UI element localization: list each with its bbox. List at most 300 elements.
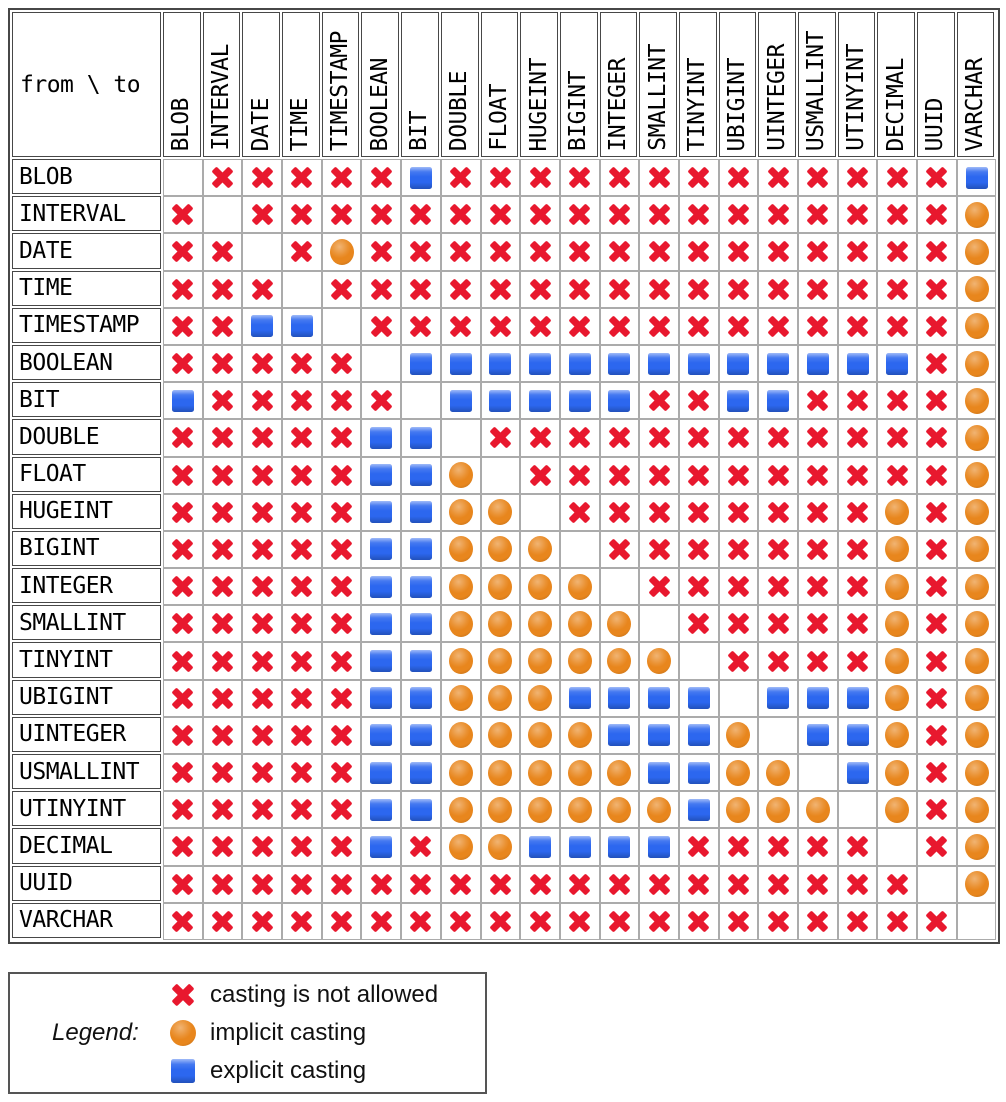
implicit-cast-icon	[885, 648, 909, 674]
cell-BIGINT-to-UBIGINT	[720, 532, 758, 567]
explicit-cast-icon	[569, 390, 591, 412]
not-allowed-icon	[170, 500, 195, 525]
legend-item-label: casting is not allowed	[210, 980, 439, 1008]
not-allowed-icon	[805, 277, 830, 302]
not-allowed-icon	[726, 463, 751, 488]
not-allowed-icon	[766, 239, 791, 264]
cell-VARCHAR-to-UTINYINT	[839, 904, 877, 939]
not-allowed-icon	[369, 277, 394, 302]
not-allowed-icon	[210, 165, 235, 190]
cell-TIME-to-BLOB	[164, 272, 202, 307]
cell-BIGINT-to-INTEGER	[601, 532, 639, 567]
not-allowed-icon	[726, 277, 751, 302]
not-allowed-icon	[170, 611, 195, 636]
cell-UTINYINT-to-UINTEGER	[759, 792, 797, 827]
cell-BLOB-to-SMALLINT	[640, 160, 678, 195]
explicit-cast-icon	[886, 353, 908, 375]
not-allowed-icon	[686, 463, 711, 488]
cell-DECIMAL-to-BIGINT	[561, 829, 599, 864]
implicit-cast-icon	[488, 722, 512, 748]
column-headers	[163, 12, 996, 157]
not-allowed-icon	[250, 760, 275, 785]
cell-INTEGER-to-TIME	[283, 569, 321, 604]
cell-INTERVAL-to-UTINYINT	[839, 197, 877, 232]
cell-UUID-to-TINYINT	[680, 867, 718, 902]
column-header-VARCHAR: VARCHAR	[957, 12, 995, 157]
cell-BIGINT-to-DOUBLE	[442, 532, 480, 567]
cell-UINTEGER-to-HUGEINT	[521, 718, 559, 753]
not-allowed-icon	[170, 909, 195, 934]
cell-SMALLINT-to-UINTEGER	[759, 606, 797, 641]
not-allowed-icon	[647, 165, 672, 190]
cell-SMALLINT-to-BIT	[402, 606, 440, 641]
cell-DOUBLE-to-VARCHAR	[958, 420, 996, 455]
cell-TIMESTAMP-to-DECIMAL	[878, 309, 916, 344]
cell-SMALLINT-to-DATE	[243, 606, 281, 641]
not-allowed-icon	[170, 686, 195, 711]
cell-DECIMAL-to-TINYINT	[680, 829, 718, 864]
implicit-cast-icon	[528, 536, 552, 562]
cell-INTERVAL-to-DECIMAL	[878, 197, 916, 232]
not-allowed-icon	[210, 277, 235, 302]
not-allowed-icon	[488, 314, 513, 339]
not-allowed-icon	[289, 537, 314, 562]
row-header-INTERVAL: INTERVAL	[12, 196, 161, 231]
cell-TIMESTAMP-to-UBIGINT	[720, 309, 758, 344]
cell-VARCHAR-to-VARCHAR	[958, 904, 996, 939]
not-allowed-icon	[686, 277, 711, 302]
cell-DECIMAL-to-USMALLINT	[799, 829, 837, 864]
not-allowed-icon	[210, 797, 235, 822]
cell-DATE-to-DOUBLE	[442, 234, 480, 269]
cell-TINYINT-to-BLOB	[164, 643, 202, 678]
column-header-UBIGINT: UBIGINT	[719, 12, 757, 157]
not-allowed-icon	[289, 463, 314, 488]
not-allowed-icon	[726, 239, 751, 264]
cell-BOOLEAN-to-UINTEGER	[759, 346, 797, 381]
not-allowed-icon	[210, 611, 235, 636]
not-allowed-icon	[686, 611, 711, 636]
cell-UINTEGER-to-TIMESTAMP	[323, 718, 361, 753]
not-allowed-icon	[329, 611, 354, 636]
cell-FLOAT-to-BLOB	[164, 458, 202, 493]
row-header-USMALLINT: USMALLINT	[12, 754, 161, 789]
not-allowed-icon	[289, 723, 314, 748]
not-allowed-icon	[924, 239, 949, 264]
implicit-cast-icon	[528, 760, 552, 786]
cell-USMALLINT-to-DOUBLE	[442, 755, 480, 790]
cell-UTINYINT-to-TIME	[283, 792, 321, 827]
not-allowed-icon	[329, 202, 354, 227]
not-allowed-icon	[647, 872, 672, 897]
cell-FLOAT-to-INTEGER	[601, 458, 639, 493]
explicit-cast-icon	[370, 538, 392, 560]
not-allowed-icon	[805, 537, 830, 562]
cell-BLOB-to-TINYINT	[680, 160, 718, 195]
not-allowed-icon	[250, 834, 275, 859]
cell-INTEGER-to-INTERVAL	[204, 569, 242, 604]
not-allowed-icon	[329, 797, 354, 822]
not-allowed-icon	[250, 388, 275, 413]
cell-TIME-to-BIT	[402, 272, 440, 307]
cell-TIMESTAMP-to-DOUBLE	[442, 309, 480, 344]
implicit-cast-icon	[568, 722, 592, 748]
not-allowed-icon	[647, 500, 672, 525]
cell-UINTEGER-to-INTERVAL	[204, 718, 242, 753]
cell-VARCHAR-to-BOOLEAN	[362, 904, 400, 939]
column-header-TINYINT: TINYINT	[679, 12, 717, 157]
explicit-cast-icon	[370, 687, 392, 709]
cell-DATE-to-FLOAT	[482, 234, 520, 269]
column-header-USMALLINT: USMALLINT	[798, 12, 836, 157]
not-allowed-icon	[210, 239, 235, 264]
not-allowed-icon	[170, 351, 195, 376]
cell-TINYINT-to-TINYINT	[680, 643, 718, 678]
cell-DOUBLE-to-FLOAT	[482, 420, 520, 455]
not-allowed-icon	[250, 611, 275, 636]
column-header-BIT: BIT	[401, 12, 439, 157]
not-allowed-icon	[805, 872, 830, 897]
cell-INTERVAL-to-UBIGINT	[720, 197, 758, 232]
cell-TIME-to-INTERVAL	[204, 272, 242, 307]
not-allowed-icon	[369, 165, 394, 190]
cell-UTINYINT-to-USMALLINT	[799, 792, 837, 827]
cell-BIT-to-TIMESTAMP	[323, 383, 361, 418]
not-allowed-icon	[885, 165, 910, 190]
cell-USMALLINT-to-INTEGER	[601, 755, 639, 790]
explicit-cast-icon	[648, 762, 670, 784]
cell-HUGEINT-to-TIMESTAMP	[323, 495, 361, 530]
not-allowed-icon	[250, 723, 275, 748]
implicit-cast-icon	[449, 536, 473, 562]
cell-TIME-to-FLOAT	[482, 272, 520, 307]
cell-BOOLEAN-to-DOUBLE	[442, 346, 480, 381]
not-allowed-icon	[924, 649, 949, 674]
explicit-cast-icon	[847, 687, 869, 709]
cell-USMALLINT-to-TIME	[283, 755, 321, 790]
not-allowed-icon	[924, 388, 949, 413]
not-allowed-icon	[924, 314, 949, 339]
not-allowed-icon	[250, 686, 275, 711]
cell-SMALLINT-to-TIME	[283, 606, 321, 641]
cell-TINYINT-to-DECIMAL	[878, 643, 916, 678]
explicit-cast-icon	[489, 353, 511, 375]
cell-UBIGINT-to-TINYINT	[680, 681, 718, 716]
not-allowed-icon	[805, 834, 830, 859]
implicit-cast-icon	[965, 351, 989, 377]
cell-BIGINT-to-BIT	[402, 532, 440, 567]
explicit-cast-icon	[648, 687, 670, 709]
cell-TIMESTAMP-to-INTERVAL	[204, 309, 242, 344]
cell-INTEGER-to-TIMESTAMP	[323, 569, 361, 604]
cell-UTINYINT-to-BOOLEAN	[362, 792, 400, 827]
cell-INTEGER-to-UTINYINT	[839, 569, 877, 604]
implicit-cast-icon	[568, 648, 592, 674]
cell-TIME-to-DATE	[243, 272, 281, 307]
explicit-cast-icon	[291, 315, 313, 337]
cell-UINTEGER-to-UUID	[918, 718, 956, 753]
explicit-cast-icon	[410, 353, 432, 375]
implicit-cast-icon	[885, 611, 909, 637]
not-allowed-icon	[686, 388, 711, 413]
cell-VARCHAR-to-UINTEGER	[759, 904, 797, 939]
cell-BOOLEAN-to-UBIGINT	[720, 346, 758, 381]
not-allowed-icon	[567, 277, 592, 302]
cell-TIMESTAMP-to-TIME	[283, 309, 321, 344]
cell-UUID-to-BOOLEAN	[362, 867, 400, 902]
cell-TIMESTAMP-to-BIT	[402, 309, 440, 344]
implicit-cast-icon	[528, 611, 552, 637]
not-allowed-icon	[170, 760, 195, 785]
cell-TIME-to-UBIGINT	[720, 272, 758, 307]
cell-HUGEINT-to-FLOAT	[482, 495, 520, 530]
not-allowed-icon	[528, 239, 553, 264]
cell-FLOAT-to-TINYINT	[680, 458, 718, 493]
not-allowed-icon	[647, 425, 672, 450]
cell-BIGINT-to-INTERVAL	[204, 532, 242, 567]
not-allowed-icon	[845, 165, 870, 190]
cell-HUGEINT-to-BLOB	[164, 495, 202, 530]
cell-BLOB-to-DECIMAL	[878, 160, 916, 195]
cell-DECIMAL-to-BLOB	[164, 829, 202, 864]
cell-UUID-to-UBIGINT	[720, 867, 758, 902]
not-allowed-icon	[924, 537, 949, 562]
not-allowed-icon	[726, 165, 751, 190]
cell-HUGEINT-to-BIT	[402, 495, 440, 530]
not-allowed-icon	[170, 797, 195, 822]
cell-BLOB-to-VARCHAR	[958, 160, 996, 195]
cell-HUGEINT-to-INTEGER	[601, 495, 639, 530]
cell-DECIMAL-to-UINTEGER	[759, 829, 797, 864]
explicit-cast-icon	[608, 390, 630, 412]
cell-FLOAT-to-BIGINT	[561, 458, 599, 493]
implicit-cast-icon	[965, 536, 989, 562]
cell-UTINYINT-to-BLOB	[164, 792, 202, 827]
cell-UBIGINT-to-VARCHAR	[958, 681, 996, 716]
implicit-cast-icon	[885, 574, 909, 600]
cell-INTERVAL-to-INTEGER	[601, 197, 639, 232]
cell-VARCHAR-to-BIT	[402, 904, 440, 939]
not-allowed-icon	[567, 909, 592, 934]
not-allowed-icon	[924, 463, 949, 488]
not-allowed-icon	[845, 277, 870, 302]
cell-UUID-to-USMALLINT	[799, 867, 837, 902]
cell-SMALLINT-to-HUGEINT	[521, 606, 559, 641]
not-allowed-icon	[647, 277, 672, 302]
not-allowed-icon	[250, 202, 275, 227]
cell-SMALLINT-to-BIGINT	[561, 606, 599, 641]
not-allowed-icon	[329, 537, 354, 562]
explicit-cast-icon	[608, 836, 630, 858]
not-allowed-icon	[845, 611, 870, 636]
cell-FLOAT-to-BIT	[402, 458, 440, 493]
not-allowed-icon	[845, 239, 870, 264]
not-allowed-icon	[607, 537, 632, 562]
cell-BLOB-to-INTERVAL	[204, 160, 242, 195]
cell-TIME-to-UINTEGER	[759, 272, 797, 307]
cell-HUGEINT-to-BIGINT	[561, 495, 599, 530]
not-allowed-icon	[686, 909, 711, 934]
explicit-cast-icon	[727, 353, 749, 375]
cell-UUID-to-DOUBLE	[442, 867, 480, 902]
cell-DOUBLE-to-UUID	[918, 420, 956, 455]
cell-BLOB-to-TIMESTAMP	[323, 160, 361, 195]
explicit-cast-icon	[529, 353, 551, 375]
cell-SMALLINT-to-UTINYINT	[839, 606, 877, 641]
cell-DECIMAL-to-UUID	[918, 829, 956, 864]
not-allowed-icon	[805, 463, 830, 488]
not-allowed-icon	[686, 500, 711, 525]
cell-DOUBLE-to-DECIMAL	[878, 420, 916, 455]
not-allowed-icon	[686, 314, 711, 339]
not-allowed-icon	[607, 202, 632, 227]
cell-BLOB-to-TIME	[283, 160, 321, 195]
not-allowed-icon	[647, 202, 672, 227]
cell-INTERVAL-to-TINYINT	[680, 197, 718, 232]
cell-UBIGINT-to-TIMESTAMP	[323, 681, 361, 716]
cell-UTINYINT-to-TINYINT	[680, 792, 718, 827]
cell-SMALLINT-to-TIMESTAMP	[323, 606, 361, 641]
not-allowed-icon	[170, 574, 195, 599]
implicit-cast-icon	[885, 760, 909, 786]
cell-BLOB-to-DOUBLE	[442, 160, 480, 195]
implicit-cast-icon	[449, 462, 473, 488]
not-allowed-icon	[289, 872, 314, 897]
cell-VARCHAR-to-TIME	[283, 904, 321, 939]
cell-DECIMAL-to-HUGEINT	[521, 829, 559, 864]
not-allowed-icon	[528, 872, 553, 897]
cell-BIT-to-TIME	[283, 383, 321, 418]
cell-UBIGINT-to-SMALLINT	[640, 681, 678, 716]
explicit-cast-icon	[410, 687, 432, 709]
explicit-cast-icon	[450, 353, 472, 375]
not-allowed-icon	[726, 314, 751, 339]
cell-HUGEINT-to-UBIGINT	[720, 495, 758, 530]
not-allowed-icon	[607, 425, 632, 450]
cell-VARCHAR-to-TINYINT	[680, 904, 718, 939]
cell-DATE-to-BIGINT	[561, 234, 599, 269]
explicit-cast-icon	[410, 501, 432, 523]
row-headers	[12, 159, 161, 940]
implicit-cast-icon	[885, 499, 909, 525]
explicit-cast-icon	[370, 427, 392, 449]
implicit-cast-icon	[766, 797, 790, 823]
not-allowed-icon	[289, 909, 314, 934]
cell-USMALLINT-to-UTINYINT	[839, 755, 877, 790]
cell-DECIMAL-to-BOOLEAN	[362, 829, 400, 864]
cell-TINYINT-to-UUID	[918, 643, 956, 678]
not-allowed-icon	[250, 425, 275, 450]
not-allowed-icon	[289, 239, 314, 264]
cell-TINYINT-to-DOUBLE	[442, 643, 480, 678]
not-allowed-icon	[805, 165, 830, 190]
implicit-cast-icon	[726, 797, 750, 823]
not-allowed-icon	[329, 760, 354, 785]
cell-UTINYINT-to-INTEGER	[601, 792, 639, 827]
not-allowed-icon	[647, 574, 672, 599]
not-allowed-icon	[766, 537, 791, 562]
not-allowed-icon	[726, 909, 751, 934]
cell-DOUBLE-to-INTEGER	[601, 420, 639, 455]
cell-DATE-to-UBIGINT	[720, 234, 758, 269]
cell-TIME-to-SMALLINT	[640, 272, 678, 307]
not-allowed-icon	[488, 425, 513, 450]
cell-TINYINT-to-BOOLEAN	[362, 643, 400, 678]
cell-HUGEINT-to-HUGEINT	[521, 495, 559, 530]
not-allowed-icon	[726, 872, 751, 897]
explicit-cast-icon	[847, 724, 869, 746]
cell-HUGEINT-to-VARCHAR	[958, 495, 996, 530]
cell-INTERVAL-to-DATE	[243, 197, 281, 232]
cell-BIT-to-DECIMAL	[878, 383, 916, 418]
cell-BIT-to-DATE	[243, 383, 281, 418]
not-allowed-icon	[726, 574, 751, 599]
column-header-TIME: TIME	[282, 12, 320, 157]
implicit-cast-icon	[170, 1020, 196, 1046]
cell-BLOB-to-UINTEGER	[759, 160, 797, 195]
row-header-BIT: BIT	[12, 382, 161, 417]
row-header-BIGINT: BIGINT	[12, 531, 161, 566]
row-header-INTEGER: INTEGER	[12, 568, 161, 603]
cell-INTEGER-to-UUID	[918, 569, 956, 604]
column-header-DOUBLE: DOUBLE	[441, 12, 479, 157]
cell-FLOAT-to-HUGEINT	[521, 458, 559, 493]
row-header-FLOAT: FLOAT	[12, 457, 161, 492]
cell-UBIGINT-to-UUID	[918, 681, 956, 716]
not-allowed-icon	[250, 909, 275, 934]
cell-INTEGER-to-BOOLEAN	[362, 569, 400, 604]
cell-TIMESTAMP-to-UINTEGER	[759, 309, 797, 344]
not-allowed-icon	[924, 686, 949, 711]
not-allowed-icon	[408, 277, 433, 302]
cell-TINYINT-to-TIME	[283, 643, 321, 678]
not-allowed-icon	[289, 500, 314, 525]
row-header-VARCHAR: VARCHAR	[12, 903, 161, 938]
not-allowed-icon	[528, 314, 553, 339]
explicit-cast-icon	[569, 353, 591, 375]
cell-TIMESTAMP-to-HUGEINT	[521, 309, 559, 344]
explicit-cast-icon	[688, 353, 710, 375]
cell-BOOLEAN-to-FLOAT	[482, 346, 520, 381]
column-header-BLOB: BLOB	[163, 12, 201, 157]
implicit-cast-icon	[449, 611, 473, 637]
cell-BLOB-to-USMALLINT	[799, 160, 837, 195]
cell-USMALLINT-to-UBIGINT	[720, 755, 758, 790]
cell-UTINYINT-to-SMALLINT	[640, 792, 678, 827]
cell-UTINYINT-to-DOUBLE	[442, 792, 480, 827]
not-allowed-icon	[845, 425, 870, 450]
not-allowed-icon	[766, 463, 791, 488]
cell-DECIMAL-to-BIT	[402, 829, 440, 864]
implicit-cast-icon	[488, 536, 512, 562]
implicit-cast-icon	[449, 834, 473, 860]
cell-UBIGINT-to-TIME	[283, 681, 321, 716]
cell-INTEGER-to-INTEGER	[601, 569, 639, 604]
not-allowed-icon	[329, 500, 354, 525]
cell-UTINYINT-to-INTERVAL	[204, 792, 242, 827]
cell-TIMESTAMP-to-DATE	[243, 309, 281, 344]
cell-TINYINT-to-HUGEINT	[521, 643, 559, 678]
not-allowed-icon	[607, 277, 632, 302]
cell-UTINYINT-to-FLOAT	[482, 792, 520, 827]
implicit-cast-icon	[726, 760, 750, 786]
cell-DOUBLE-to-USMALLINT	[799, 420, 837, 455]
not-allowed-icon	[924, 574, 949, 599]
not-allowed-icon	[250, 574, 275, 599]
cell-VARCHAR-to-INTERVAL	[204, 904, 242, 939]
cell-TINYINT-to-INTEGER	[601, 643, 639, 678]
implicit-cast-icon	[726, 722, 750, 748]
